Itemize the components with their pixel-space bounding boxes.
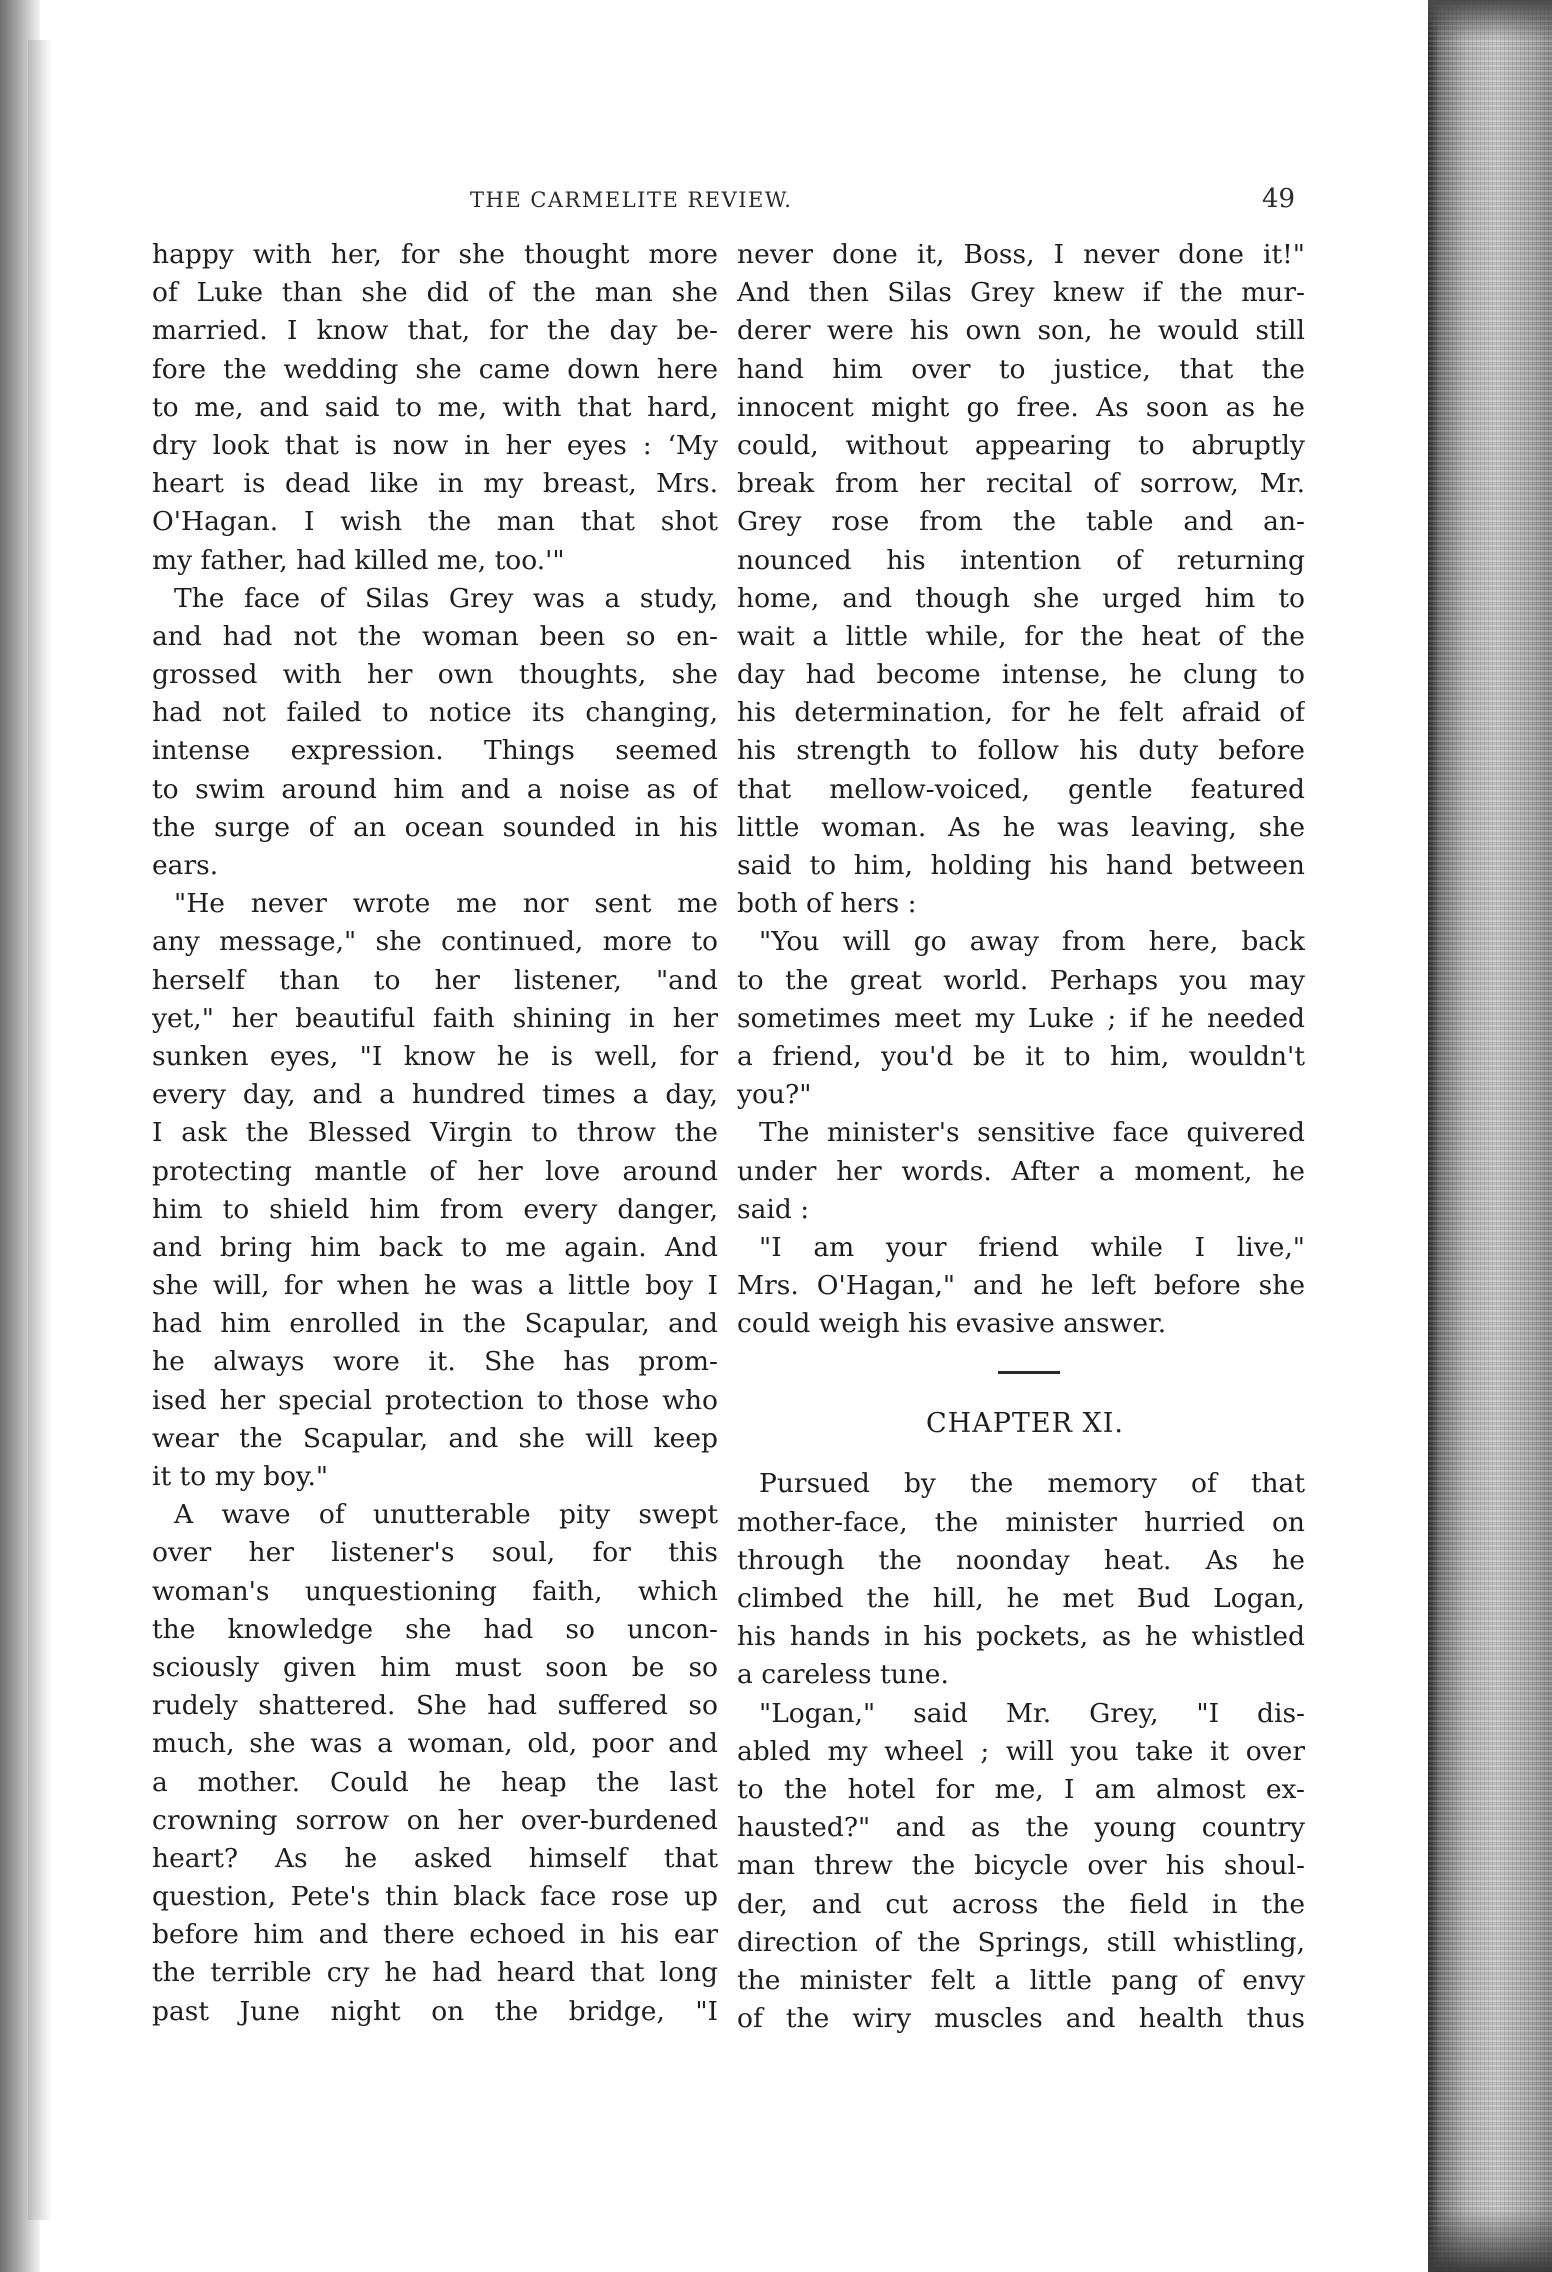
text-line: rudely shattered. She had suffered so	[152, 1690, 718, 1722]
text-line: married. I know that, for the day be-	[152, 315, 718, 347]
text-line: sunken eyes, "I know he is well, for	[152, 1040, 718, 1072]
text-line: intense expression. Things seemed	[152, 735, 718, 767]
text-line: said to him, holding his hand between	[737, 850, 1305, 881]
book-page-edges-bottom-shadow	[1428, 2210, 1552, 2272]
text-line: any message," she continued, more to	[152, 926, 718, 958]
text-line: little woman. As he was leaving, she	[737, 811, 1305, 843]
text-line: ised her special protection to those who	[152, 1384, 718, 1416]
right-text-column	[737, 236, 1305, 2038]
text-line: I ask the Blessed Virgin to throw the	[152, 1117, 718, 1149]
text-line: abled my wheel ; will you take it over	[737, 1735, 1305, 1767]
text-line: never done it, Boss, I never done it!"	[737, 239, 1305, 270]
text-line: The face of Silas Grey was a study,	[174, 582, 718, 614]
page-number: 49	[1262, 184, 1296, 214]
book-page-edges	[1428, 0, 1552, 2272]
text-line: herself than to her listener, "and	[152, 964, 718, 996]
running-head: THE CARMELITE REVIEW.	[470, 188, 793, 212]
text-line: fore the wedding she came down here	[152, 353, 718, 385]
text-line: had him enrolled in the Scapular, and	[152, 1308, 718, 1340]
text-line: under her words. After a moment, he	[737, 1155, 1305, 1187]
text-line: day had become intense, he clung to	[737, 659, 1305, 691]
text-line: man threw the bicycle over his shoul-	[737, 1850, 1305, 1882]
text-line: him to shield him from every danger,	[152, 1193, 718, 1225]
text-line: break from her recital of sorrow, Mr.	[737, 468, 1305, 500]
text-line: you?"	[737, 1079, 812, 1111]
text-line: had not failed to notice its changing,	[152, 697, 718, 729]
text-line: home, and though she urged him to	[737, 582, 1305, 614]
divider-rule	[998, 1371, 1060, 1374]
text-line: that mellow-voiced, gentle featured	[737, 773, 1305, 805]
text-line: question, Pete's thin black face rose up	[152, 1881, 718, 1913]
text-line: through the noonday heat. As he	[737, 1544, 1305, 1576]
text-line: hand him over to justice, that the	[737, 353, 1305, 385]
text-line: grossed with her own thoughts, she	[152, 659, 718, 691]
text-line: protecting mantle of her love around	[152, 1155, 718, 1187]
text-line: his strength to follow his duty before	[737, 735, 1305, 767]
text-line: to me, and said to me, with that hard,	[152, 391, 718, 423]
book-gutter-fold	[28, 40, 52, 2220]
text-line: ears.	[152, 850, 219, 881]
text-line: A wave of unutterable pity swept	[174, 1499, 718, 1531]
text-line: over her listener's soul, for this	[152, 1537, 718, 1569]
text-line: wear the Scapular, and she will keep	[152, 1422, 718, 1454]
text-line: Pursued by the memory of that	[759, 1468, 1305, 1500]
text-line: The minister's sensitive face quivered	[759, 1117, 1305, 1149]
text-line: "He never wrote me nor sent me	[174, 888, 718, 920]
text-line: the terrible cry he had heard that long	[152, 1957, 718, 1989]
text-line: could, without appearing to abruptly	[737, 429, 1305, 461]
text-line: climbed the hill, he met Bud Logan,	[737, 1583, 1305, 1614]
text-line: to swim around him and a noise as of	[152, 773, 718, 805]
text-line: crowning sorrow on her over-burdened	[152, 1804, 718, 1836]
text-line: innocent might go free. As soon as he	[737, 391, 1305, 423]
text-line: hausted?" and as the young country	[737, 1812, 1305, 1844]
left-text-column	[152, 236, 718, 2031]
text-line: his determination, for he felt afraid of	[737, 697, 1305, 729]
text-line: der, and cut across the field in the	[737, 1888, 1305, 1920]
chapter-heading: CHAPTER XI.	[926, 1408, 1124, 1440]
text-line: heart? As he asked himself that	[152, 1842, 718, 1874]
text-line: mother-face, the minister hurried on	[737, 1506, 1305, 1538]
text-line: and had not the woman been so en-	[152, 620, 718, 652]
text-line: happy with her, for she thought more	[152, 239, 718, 270]
text-line: derer were his own son, he would still	[737, 315, 1305, 347]
text-line: wait a little while, for the heat of the	[737, 620, 1305, 652]
text-line: of the wiry muscles and health thus	[737, 2003, 1305, 2035]
text-line: sciously given him must soon be so	[152, 1651, 718, 1683]
text-line: "Logan," said Mr. Grey, "I dis-	[759, 1697, 1305, 1729]
text-line: much, she was a woman, old, poor and	[152, 1728, 718, 1760]
text-line: the knowledge she had so uncon-	[152, 1613, 718, 1645]
text-line: said :	[737, 1193, 810, 1225]
text-line: the surge of an ocean sounded in his	[152, 811, 718, 843]
text-line: yet," her beautiful faith shining in her	[152, 1002, 718, 1034]
text-line: "I am your friend while I live,"	[759, 1231, 1305, 1263]
text-line: a friend, you'd be it to him, wouldn't	[737, 1040, 1305, 1072]
text-line: dry look that is now in her eyes : ‘My	[152, 429, 718, 461]
text-line: O'Hagan. I wish the man that shot	[152, 506, 718, 538]
text-line: a mother. Could he heap the last	[152, 1766, 718, 1798]
text-line: she will, for when he was a little boy I	[152, 1270, 718, 1302]
text-line: heart is dead like in my breast, Mrs.	[152, 468, 718, 500]
text-line: to the great world. Perhaps you may	[737, 964, 1305, 996]
text-line: "You will go away from here, back	[759, 926, 1305, 958]
text-line: could weigh his evasive answer.	[737, 1308, 1167, 1340]
text-line: of Luke than she did of the man she	[152, 277, 718, 309]
text-line: nounced his intention of returning	[737, 544, 1305, 576]
book-page-edges-top-shadow	[1428, 0, 1552, 40]
text-line: both of hers :	[737, 888, 917, 920]
section-divider	[737, 1343, 1305, 1403]
text-line: to the hotel for me, I am almost ex-	[737, 1773, 1305, 1805]
text-line: Mrs. O'Hagan," and he left before she	[737, 1270, 1305, 1302]
text-line: the minister felt a little pang of envy	[737, 1964, 1305, 1996]
text-line: past June night on the bridge, "I	[152, 1995, 718, 2027]
text-line: every day, and a hundred times a day,	[152, 1079, 718, 1111]
text-line: Grey rose from the table and an-	[737, 506, 1305, 538]
text-line: woman's unquestioning faith, which	[152, 1575, 718, 1607]
text-line: his hands in his pockets, as he whistled	[737, 1621, 1305, 1653]
text-line: sometimes meet my Luke ; if he needed	[737, 1002, 1305, 1034]
text-line: a careless tune.	[737, 1659, 949, 1691]
text-line: And then Silas Grey knew if the mur-	[737, 277, 1305, 309]
text-line: it to my boy."	[152, 1461, 329, 1492]
text-line: my father, had killed me, too.'"	[152, 544, 565, 576]
text-line: before him and there echoed in his ear	[152, 1919, 718, 1951]
text-line: direction of the Springs, still whistling,	[737, 1926, 1305, 1958]
text-line: he always wore it. She has prom-	[152, 1346, 718, 1378]
text-line: and bring him back to me again. And	[152, 1231, 718, 1263]
